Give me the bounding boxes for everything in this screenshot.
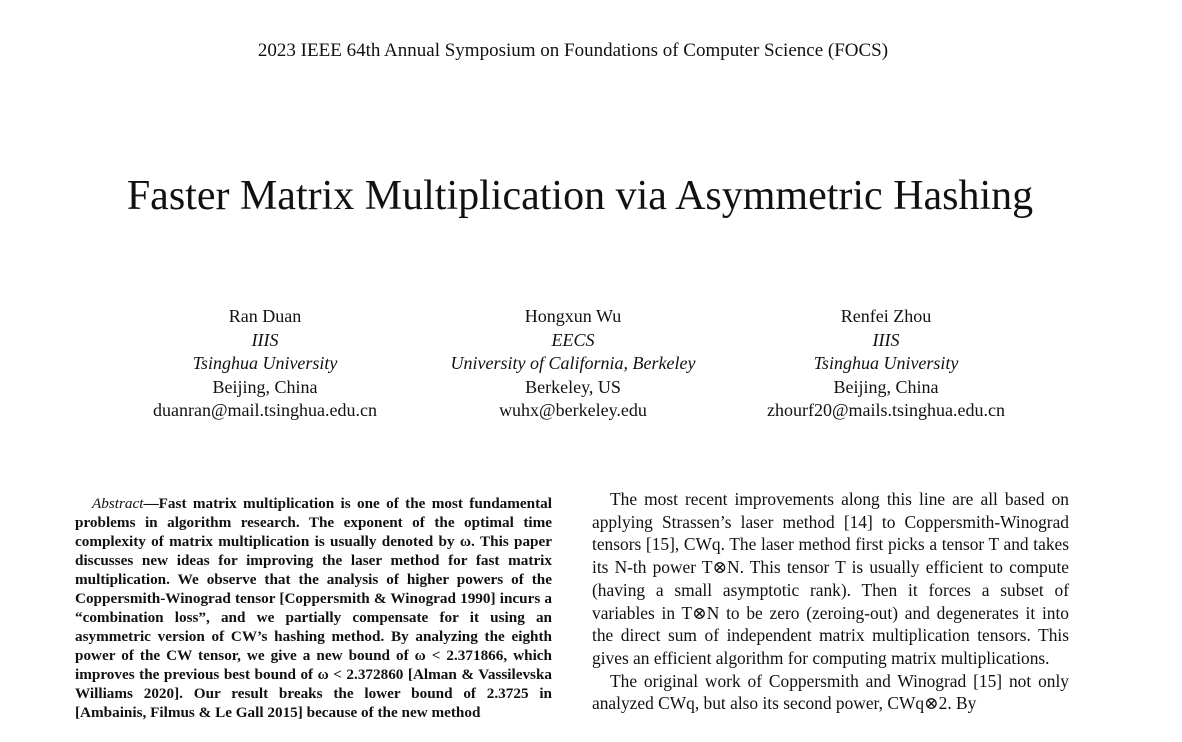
body-paragraph: The original work of Coppersmith and Winograd [15] not only analyzed CWq, but also its second power, CWq⊗2. By — [592, 670, 1069, 714]
author-affiliation: University of California, Berkeley — [450, 353, 696, 373]
body-paragraph: The most recent improvements along this line are all based on applying Strassen’s laser method [14] to Coppersmith-Winograd tensors [15], CWq. The laser method first picks a tensor T and takes its N-th power T⊗N. This tensor T is usually efficient to compute (having a small asymptotic rank). Then it forces a subset of variables in T⊗N to be zero (zeroing-out) and degenerates it into the direct sum of independent matrix multiplication tensors. This gives an efficient algorithm for computing matrix multiplications. — [592, 489, 1069, 668]
author-name: Hongxun Wu — [524, 306, 622, 326]
author-block — [726, 305, 1046, 423]
author-location: Beijing, China — [833, 376, 939, 397]
author-block — [413, 305, 733, 423]
author-location: Beijing, China — [212, 376, 318, 397]
author-email: duanran@mail.tsinghua.edu.cn — [152, 400, 377, 420]
author-affiliation: Tsinghua University — [813, 353, 959, 373]
author-dept: IIIS — [251, 329, 279, 350]
abstract — [75, 494, 552, 722]
author-name: Ran Duan — [228, 306, 302, 326]
author-email: zhourf20@mails.tsinghua.edu.cn — [766, 400, 1006, 420]
author-block — [105, 305, 425, 423]
author-name: Renfei Zhou — [840, 306, 932, 326]
abstract-lead: Abstract — [92, 495, 144, 512]
body-column-right — [592, 488, 1069, 715]
conference-header: 2023 IEEE 64th Annual Symposium on Foundations of Computer Science (FOCS) — [257, 40, 889, 61]
paper-title: Faster Matrix Multiplication via Asymmetric Hashing — [126, 173, 1034, 219]
author-dept: IIIS — [872, 329, 900, 350]
author-email: wuhx@berkeley.edu — [499, 400, 647, 420]
author-affiliation: Tsinghua University — [192, 353, 338, 373]
abstract-body: —Fast matrix multiplication is one of the most fundamental problems in algorithm research. The exponent of the optimal time complexity of matrix multiplication is usually denoted by ω. This paper discusses new ideas for improving the laser method for fast matrix multiplication. We observe that the analysis of higher powers of the Coppersmith-Winograd tensor [Coppersmith & Winograd 1990] incurs a “combination loss”, and we partially compensate for it using an asymmetric version of CW’s hashing method. By analyzing the eighth power of the CW tensor, we give a new bound of ω < 2.371866, which improves the previous best bound of ω < 2.372860 [Alman & Vassilevska Williams 2020]. Our result breaks the lower bound of 2.3725 in [Ambainis, Filmus & Le Gall 2015] because of the new method — [75, 495, 552, 721]
author-location: Berkeley, US — [525, 376, 621, 397]
author-dept: EECS — [551, 329, 595, 350]
